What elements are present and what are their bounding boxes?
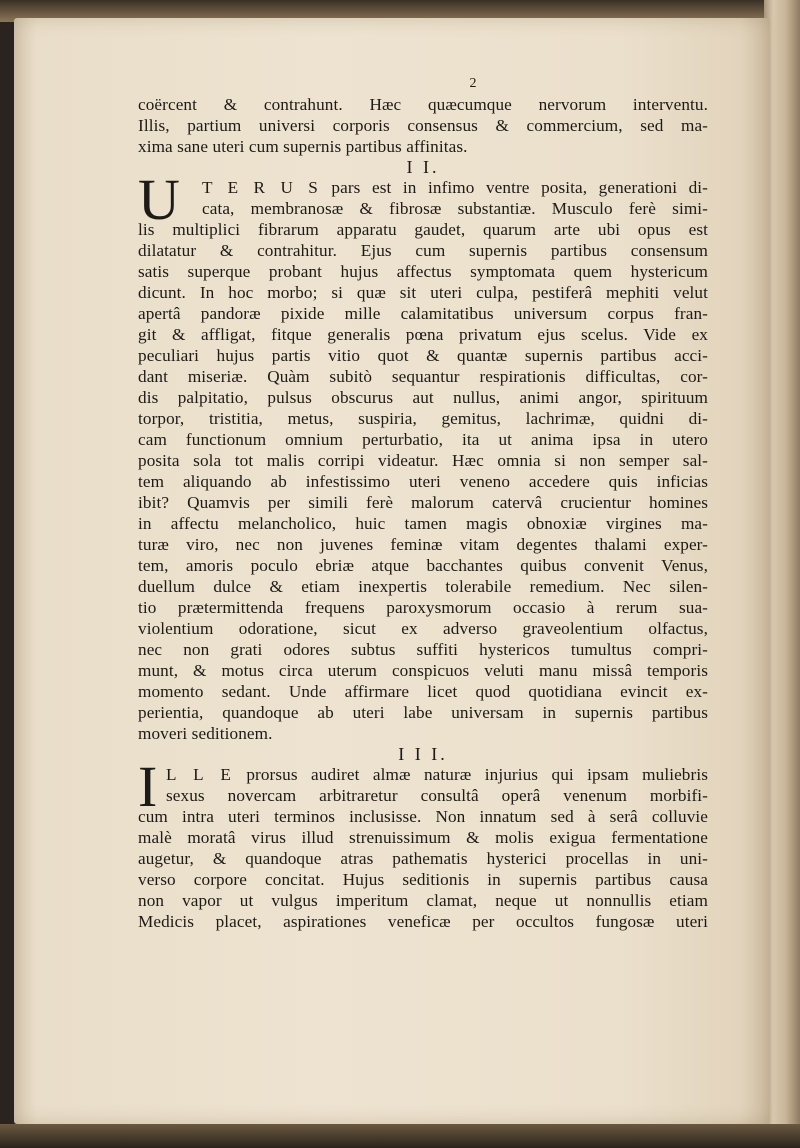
text-line: lis multiplici fibrarum apparatu gaudet, quarum arte ubi opus est xyxy=(138,220,708,239)
text-line-rest: prorsus audiret almæ naturæ injurius qui ipsam muliebris xyxy=(246,765,708,784)
text-line: cata, membranosæ & fibrosæ substantiæ. Musculo ferè simi- xyxy=(202,199,708,218)
text-line: munt, & motus circa uterum conspicuos veluti manu missâ temporis xyxy=(138,661,708,680)
text-line: cam functionum omnium perturbatio, ita ut anima ipsa in utero xyxy=(138,430,708,449)
text-line: posita sola tot malis corripi videatur. Hæc omnia si non semper sal- xyxy=(138,451,708,470)
text-line: dis palpitatio, pulsus obscurus aut nullus, animi angor, spirituum xyxy=(138,388,708,407)
section-heading-2: I I. xyxy=(406,157,440,177)
text-line: sexus novercam arbitraretur consultâ operâ venenum morbifi- xyxy=(166,786,708,805)
opening-word: L L E xyxy=(166,765,233,784)
text-line-rest: pars est in infimo ventre posita, generationi di- xyxy=(331,178,708,197)
dropcap-letter: U xyxy=(138,167,180,232)
text-line: turæ viro, nec non juvenes feminæ vitam degentes thalami exper- xyxy=(138,535,708,554)
text-line: satis superque probant hujus affectus symptomata quem hystericum xyxy=(138,262,708,281)
text-line: moveri seditionem. xyxy=(138,724,273,743)
text-line: augetur, & quandoque atras pathematis hysterici procellas in uni- xyxy=(138,849,708,868)
text-line: peculiari hujus partis vitio quot & quantæ supernis partibus acci- xyxy=(138,346,708,365)
text-line: verso corpore concitat. Hujus seditionis in supernis partibus causa xyxy=(138,870,708,889)
text-line: momento sedant. Unde affirmare licet quod quotidiana evincit ex- xyxy=(138,682,708,701)
section-heading-3: I I I. xyxy=(398,744,448,764)
text-line: git & affligat, fitque generalis pœna privatum ejus scelus. Vide ex xyxy=(138,325,708,344)
text-line: malè moratâ virus illud strenuissimum & molis exigua fermentatione xyxy=(138,828,708,847)
text-line: violentium odoratione, sicut ex adverso graveolentium olfactus, xyxy=(138,619,708,638)
text-line: dant miseriæ. Quàm subitò sequantur respirationis difficultas, cor- xyxy=(138,367,708,386)
text-line: apertâ pandoræ pixide mille calamitatibus universum corpus fran- xyxy=(138,304,708,323)
paragraph-lines xyxy=(138,806,708,932)
text-line: cum intra uteri terminos inclusisse. Non innatum sed à serâ colluvie xyxy=(138,807,708,826)
text-line: tem aliquando ab infestissimo uteri veneno accedere quis inficias xyxy=(138,472,708,491)
text-line: tem, amoris poculo ebriæ atque bacchantes quibus convenit Venus, xyxy=(138,556,708,575)
text-line: Medicis placet, aspirationes veneficæ per occultos fungosæ uteri xyxy=(138,912,708,931)
opening-word: T E R U S xyxy=(202,178,320,197)
text-line: dicunt. In hoc morbo; si quæ sit uteri culpa, pestiferâ mephiti velut xyxy=(138,283,708,302)
text-line xyxy=(138,177,708,198)
text-line: in affectu melancholico, huic tamen magis obnoxiæ virgines ma- xyxy=(138,514,708,533)
text-line: torpor, tristitia, metus, suspiria, gemitus, lachrimæ, quidni di- xyxy=(138,409,708,428)
text-line: tio prætermittenda frequens paroxysmorum occasio à rerum sua- xyxy=(138,598,708,617)
text-line: dilatatur & contrahitur. Ejus cum supernis partibus consensum xyxy=(138,241,708,260)
dropcap-letter: I xyxy=(138,754,158,819)
page-text xyxy=(138,74,708,932)
text-line: duellum dulce & etiam inexpertis tolerabile remedium. Nec silen- xyxy=(138,577,708,596)
text-line: non vapor ut vulgus imperitum clamat, neque ut nonnullis etiam xyxy=(138,891,708,910)
text-line: ibit? Quamvis per simili ferè malorum catervâ crucientur homines xyxy=(138,493,708,512)
page-number: 2 xyxy=(469,76,477,91)
text-line: nec non grati odores subtus suffiti hystericos tumultus compri- xyxy=(138,640,708,659)
paragraph-lines xyxy=(138,219,708,744)
text-line: perientia, quandoque ab uteri labe universam in supernis partibus xyxy=(138,703,708,722)
text-line xyxy=(138,764,708,785)
book-bottom-edge xyxy=(0,1124,800,1148)
text-line: Illis, partium universi corporis consensus & commercium, sed ma- xyxy=(138,116,708,135)
text-line: xima sane uteri cum supernis partibus affinitas. xyxy=(138,137,468,156)
text-line: coërcent & contrahunt. Hæc quæcumque nervorum interventu. xyxy=(138,95,708,114)
